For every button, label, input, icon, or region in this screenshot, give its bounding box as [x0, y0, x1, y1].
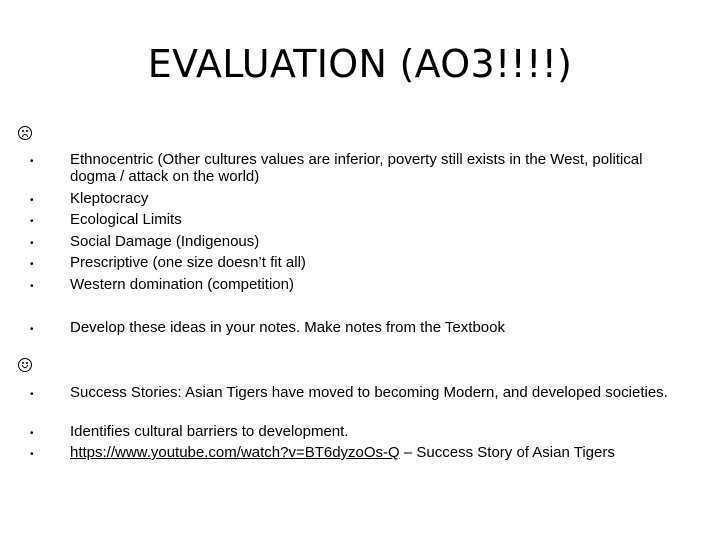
list-item-text: Social Damage (Indigenous): [70, 233, 260, 250]
bullet: •: [30, 216, 34, 227]
bullet: •: [30, 259, 34, 270]
sad-face-icon: [18, 126, 32, 140]
list-item-text: Western domination (competition): [70, 276, 294, 293]
bullet: •: [30, 156, 34, 167]
happy-face-icon: [18, 358, 32, 372]
youtube-link[interactable]: https://www.youtube.com/watch?v=BT6dyzoOs-Q: [70, 444, 400, 461]
bullet: •: [30, 195, 34, 206]
list-item-text: Identifies cultural barriers to development.: [70, 423, 349, 440]
bullet: •: [30, 449, 34, 460]
bullet: •: [30, 281, 34, 292]
bullet: •: [30, 324, 34, 335]
bullet: •: [30, 389, 34, 400]
list-item-text: [70, 444, 670, 461]
bullet: •: [30, 238, 34, 249]
link-suffix: – Success Story of Asian Tigers: [399, 444, 615, 461]
list-item-text: Success Stories: Asian Tigers have moved to becoming Modern, and developed societies.: [70, 384, 668, 401]
list-item-text: Kleptocracy: [70, 190, 149, 207]
list-item-text: Develop these ideas in your notes. Make notes from the Textbook: [70, 319, 505, 336]
list-item-text: Ecological Limits: [70, 211, 182, 228]
list-item-text: Ethnocentric (Other cultures values are inferior, poverty still exists in the West, political dogma / attack on the world): [70, 151, 643, 185]
list-item-text: Prescriptive (one size doesn’t fit all): [70, 254, 306, 271]
slide-title: EVALUATION (AO3!!!!): [147, 42, 573, 86]
bullet: •: [30, 428, 34, 439]
